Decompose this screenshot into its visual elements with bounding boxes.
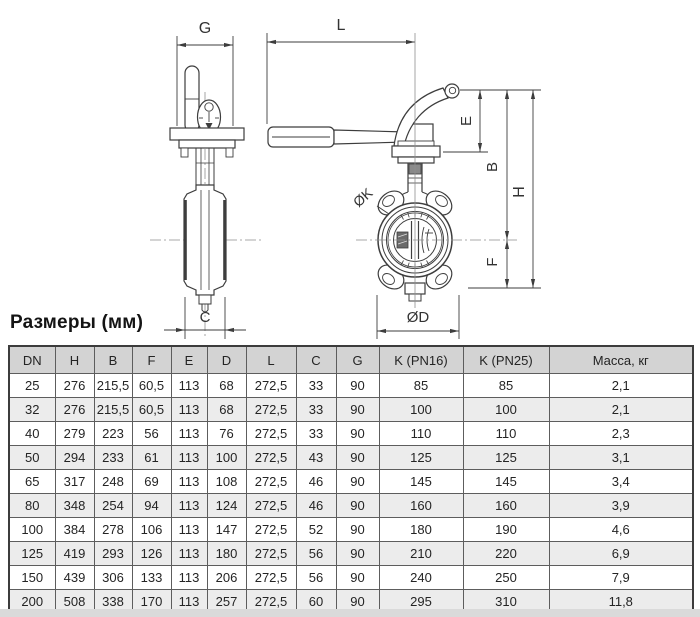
table-cell: 180 bbox=[379, 518, 463, 542]
table-cell: 272,5 bbox=[246, 566, 296, 590]
table-cell: 113 bbox=[171, 518, 207, 542]
table-cell: 90 bbox=[336, 566, 379, 590]
table-row bbox=[9, 518, 693, 542]
table-cell: 248 bbox=[94, 470, 132, 494]
table-cell: 250 bbox=[463, 566, 549, 590]
dim-label-d: ØD bbox=[406, 309, 430, 326]
table-cell: 113 bbox=[171, 590, 207, 615]
dim-label-h: H bbox=[511, 186, 528, 198]
table-cell: 60,5 bbox=[132, 374, 171, 398]
table-cell: 90 bbox=[336, 446, 379, 470]
table-row bbox=[9, 398, 693, 422]
table-body bbox=[9, 374, 693, 615]
table-row bbox=[9, 374, 693, 398]
dim-f bbox=[505, 240, 509, 288]
table-cell: 7,9 bbox=[549, 566, 693, 590]
dim-label-l: L bbox=[336, 17, 346, 34]
table-cell: 170 bbox=[132, 590, 171, 615]
table-cell: 60 bbox=[296, 590, 336, 615]
table-row bbox=[9, 470, 693, 494]
table-cell: 110 bbox=[463, 422, 549, 446]
table-cell: 272,5 bbox=[246, 494, 296, 518]
table-cell: 160 bbox=[463, 494, 549, 518]
table-cell: 200 bbox=[9, 590, 55, 615]
table-header-row bbox=[9, 346, 693, 374]
table-cell: 147 bbox=[207, 518, 246, 542]
table-cell: 4,6 bbox=[549, 518, 693, 542]
table-cell: 150 bbox=[9, 566, 55, 590]
table-cell: 33 bbox=[296, 398, 336, 422]
side-bottom-boss bbox=[199, 295, 211, 304]
table-cell: 90 bbox=[336, 494, 379, 518]
column-header: E bbox=[171, 346, 207, 374]
table-cell: 240 bbox=[379, 566, 463, 590]
table-row bbox=[9, 494, 693, 518]
table-cell: 33 bbox=[296, 422, 336, 446]
table-cell: 257 bbox=[207, 590, 246, 615]
table-cell: 68 bbox=[207, 398, 246, 422]
table-cell: 90 bbox=[336, 398, 379, 422]
table-cell: 85 bbox=[463, 374, 549, 398]
table-cell: 52 bbox=[296, 518, 336, 542]
bottom-strip bbox=[0, 609, 700, 617]
table-row bbox=[9, 566, 693, 590]
column-header: DN bbox=[9, 346, 55, 374]
table-cell: 69 bbox=[132, 470, 171, 494]
table-cell: 76 bbox=[207, 422, 246, 446]
dim-label-g: G bbox=[198, 20, 212, 37]
table-cell: 108 bbox=[207, 470, 246, 494]
table-cell: 90 bbox=[336, 422, 379, 446]
table-cell: 278 bbox=[94, 518, 132, 542]
table-cell: 190 bbox=[463, 518, 549, 542]
front-flange bbox=[392, 141, 440, 163]
side-flange-plate bbox=[170, 128, 244, 140]
table-cell: 439 bbox=[55, 566, 94, 590]
table-cell: 210 bbox=[379, 542, 463, 566]
table-cell: 2,1 bbox=[549, 398, 693, 422]
table-cell: 223 bbox=[94, 422, 132, 446]
table-cell: 145 bbox=[379, 470, 463, 494]
table-cell: 272,5 bbox=[246, 398, 296, 422]
dim-label-f: F bbox=[484, 257, 501, 267]
table-cell: 90 bbox=[336, 590, 379, 615]
table-cell: 272,5 bbox=[246, 518, 296, 542]
column-header: F bbox=[132, 346, 171, 374]
table-cell: 3,1 bbox=[549, 446, 693, 470]
table-cell: 306 bbox=[94, 566, 132, 590]
table-cell: 317 bbox=[55, 470, 94, 494]
table-cell: 80 bbox=[9, 494, 55, 518]
table-cell: 233 bbox=[94, 446, 132, 470]
table-cell: 113 bbox=[171, 422, 207, 446]
dim-label-e: E bbox=[458, 115, 475, 127]
table-cell: 384 bbox=[55, 518, 94, 542]
table-cell: 215,5 bbox=[94, 374, 132, 398]
table-cell: 61 bbox=[132, 446, 171, 470]
dim-label-k: ØK bbox=[349, 184, 376, 210]
table-cell: 56 bbox=[132, 422, 171, 446]
table-cell: 40 bbox=[9, 422, 55, 446]
table-cell: 90 bbox=[336, 374, 379, 398]
column-header: Масса, кг bbox=[549, 346, 693, 374]
table-cell: 110 bbox=[379, 422, 463, 446]
table-row bbox=[9, 422, 693, 446]
table-cell: 113 bbox=[171, 398, 207, 422]
table-cell: 124 bbox=[207, 494, 246, 518]
table-cell: 2,1 bbox=[549, 374, 693, 398]
table-cell: 160 bbox=[379, 494, 463, 518]
table-cell: 206 bbox=[207, 566, 246, 590]
table-cell: 85 bbox=[379, 374, 463, 398]
table-cell: 46 bbox=[296, 470, 336, 494]
table-cell: 68 bbox=[207, 374, 246, 398]
column-header: B bbox=[94, 346, 132, 374]
front-view bbox=[267, 17, 541, 339]
table-cell: 295 bbox=[379, 590, 463, 615]
table-cell: 32 bbox=[9, 398, 55, 422]
table-cell: 272,5 bbox=[246, 446, 296, 470]
table-cell: 220 bbox=[463, 542, 549, 566]
table-cell: 56 bbox=[296, 566, 336, 590]
dim-e bbox=[478, 90, 482, 152]
dim-l bbox=[267, 33, 415, 124]
table-cell: 272,5 bbox=[246, 374, 296, 398]
dim-h bbox=[531, 90, 535, 288]
dim-b bbox=[505, 90, 509, 240]
table-cell: 180 bbox=[207, 542, 246, 566]
table-cell: 419 bbox=[55, 542, 94, 566]
table-cell: 276 bbox=[55, 374, 94, 398]
dim-label-b: B bbox=[484, 161, 501, 173]
table-cell: 145 bbox=[463, 470, 549, 494]
table-cell: 56 bbox=[296, 542, 336, 566]
table-cell: 100 bbox=[463, 398, 549, 422]
table-cell: 3,4 bbox=[549, 470, 693, 494]
table-cell: 46 bbox=[296, 494, 336, 518]
table-cell: 43 bbox=[296, 446, 336, 470]
table-cell: 90 bbox=[336, 518, 379, 542]
column-header: H bbox=[55, 346, 94, 374]
table-cell: 133 bbox=[132, 566, 171, 590]
table-cell: 310 bbox=[463, 590, 549, 615]
table-cell: 338 bbox=[94, 590, 132, 615]
dim-label-c: C bbox=[199, 309, 211, 326]
column-header: K (PN25) bbox=[463, 346, 549, 374]
table-cell: 279 bbox=[55, 422, 94, 446]
table-cell: 348 bbox=[55, 494, 94, 518]
table-cell: 2,3 bbox=[549, 422, 693, 446]
page-title: Размеры (мм) bbox=[10, 312, 144, 333]
table-cell: 100 bbox=[379, 398, 463, 422]
table-cell: 125 bbox=[379, 446, 463, 470]
table-cell: 11,8 bbox=[549, 590, 693, 615]
table-cell: 100 bbox=[9, 518, 55, 542]
table-cell: 113 bbox=[171, 566, 207, 590]
table-cell: 106 bbox=[132, 518, 171, 542]
column-header: D bbox=[207, 346, 246, 374]
table-cell: 33 bbox=[296, 374, 336, 398]
table-cell: 25 bbox=[9, 374, 55, 398]
column-header: L bbox=[246, 346, 296, 374]
table-cell: 215,5 bbox=[94, 398, 132, 422]
table-cell: 272,5 bbox=[246, 422, 296, 446]
column-header: C bbox=[296, 346, 336, 374]
dimensions-table bbox=[8, 345, 694, 615]
table-cell: 94 bbox=[132, 494, 171, 518]
table-cell: 272,5 bbox=[246, 470, 296, 494]
table-row bbox=[9, 542, 693, 566]
table-cell: 272,5 bbox=[246, 542, 296, 566]
table-cell: 113 bbox=[171, 446, 207, 470]
table-cell: 113 bbox=[171, 470, 207, 494]
table-cell: 126 bbox=[132, 542, 171, 566]
side-view bbox=[150, 20, 262, 339]
column-header: K (PN16) bbox=[379, 346, 463, 374]
table-cell: 60,5 bbox=[132, 398, 171, 422]
table-cell: 276 bbox=[55, 398, 94, 422]
table-cell: 100 bbox=[207, 446, 246, 470]
table-cell: 3,9 bbox=[549, 494, 693, 518]
table-cell: 113 bbox=[171, 494, 207, 518]
column-header: G bbox=[336, 346, 379, 374]
table-cell: 113 bbox=[171, 542, 207, 566]
table-cell: 90 bbox=[336, 470, 379, 494]
table-cell: 50 bbox=[9, 446, 55, 470]
table-cell: 272,5 bbox=[246, 590, 296, 615]
table-row bbox=[9, 446, 693, 470]
table-cell: 113 bbox=[171, 374, 207, 398]
table-cell: 90 bbox=[336, 542, 379, 566]
table-cell: 125 bbox=[463, 446, 549, 470]
table-cell: 293 bbox=[94, 542, 132, 566]
side-body bbox=[184, 185, 226, 295]
table-cell: 254 bbox=[94, 494, 132, 518]
table-cell: 294 bbox=[55, 446, 94, 470]
table-cell: 125 bbox=[9, 542, 55, 566]
table-cell: 6,9 bbox=[549, 542, 693, 566]
table-cell: 508 bbox=[55, 590, 94, 615]
table-cell: 65 bbox=[9, 470, 55, 494]
